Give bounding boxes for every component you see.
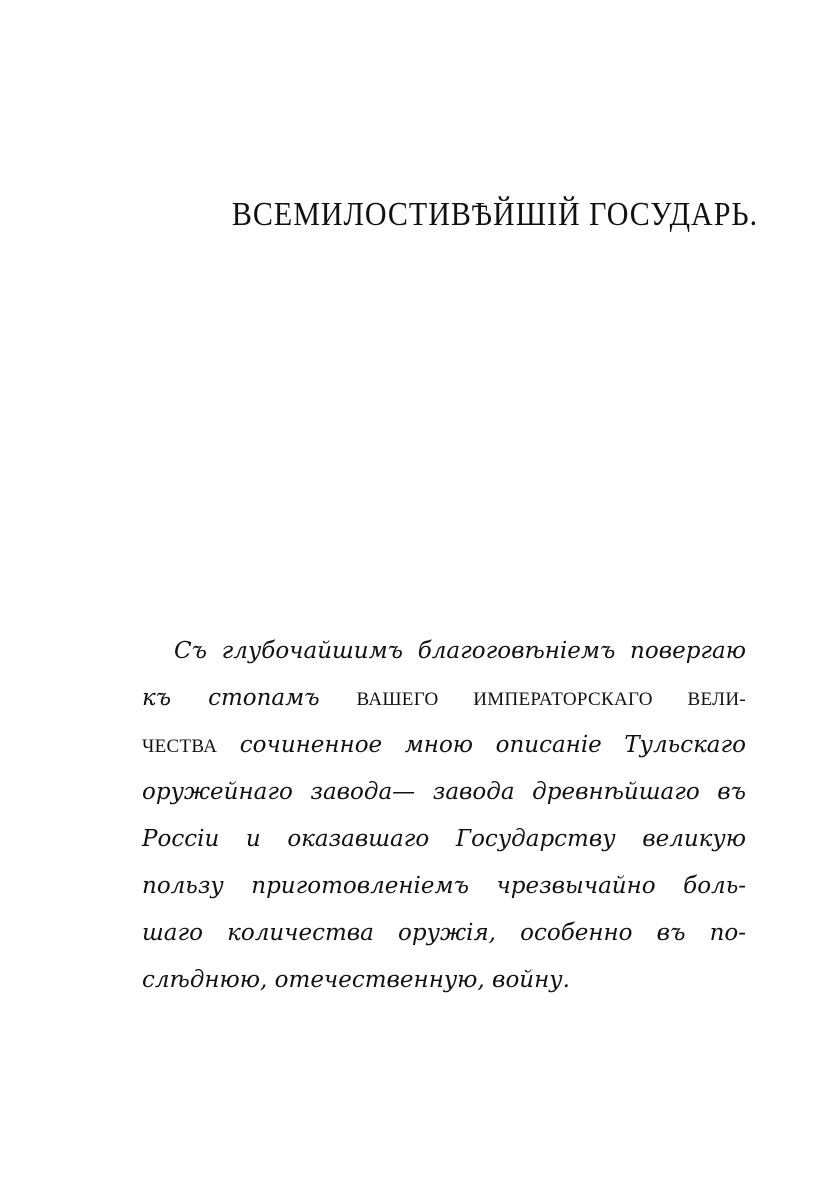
text-segment: сочиненное мною описаніе Тульскаго — [217, 732, 746, 758]
small-caps-segment: ВАШЕГО ИМПЕРАТОРСКАГО ВЕЛИ- — [356, 689, 746, 710]
text-line — [142, 910, 746, 957]
text-segment: шаго количества оружія, особенно въ по- — [142, 920, 746, 946]
text-segment: пользу приготовленіемъ чрезвычайно боль- — [142, 873, 746, 899]
text-line — [142, 722, 746, 769]
text-line — [142, 628, 746, 675]
text-segment: Съ глубочайшимъ благоговѣніемъ повергаю — [174, 638, 746, 664]
small-caps-segment: ЧЕСТВА — [142, 736, 218, 757]
text-segment: слѣднюю, отечественную, войну. — [142, 967, 570, 993]
text-line — [142, 769, 746, 816]
text-segment: Россіи и оказавшаго Государству великую — [142, 826, 746, 852]
dedication-paragraph — [142, 628, 746, 1004]
page-heading: ВСЕМИЛОСТИВѢЙШІЙ ГОСУДАРЬ. — [231, 196, 759, 233]
text-line — [142, 957, 746, 1004]
text-line — [142, 675, 746, 722]
text-line — [142, 816, 746, 863]
text-line — [142, 863, 746, 910]
text-segment: къ стопамъ — [142, 685, 357, 711]
text-segment: оружейнаго завода— завода древнѣйшаго въ — [142, 779, 746, 805]
